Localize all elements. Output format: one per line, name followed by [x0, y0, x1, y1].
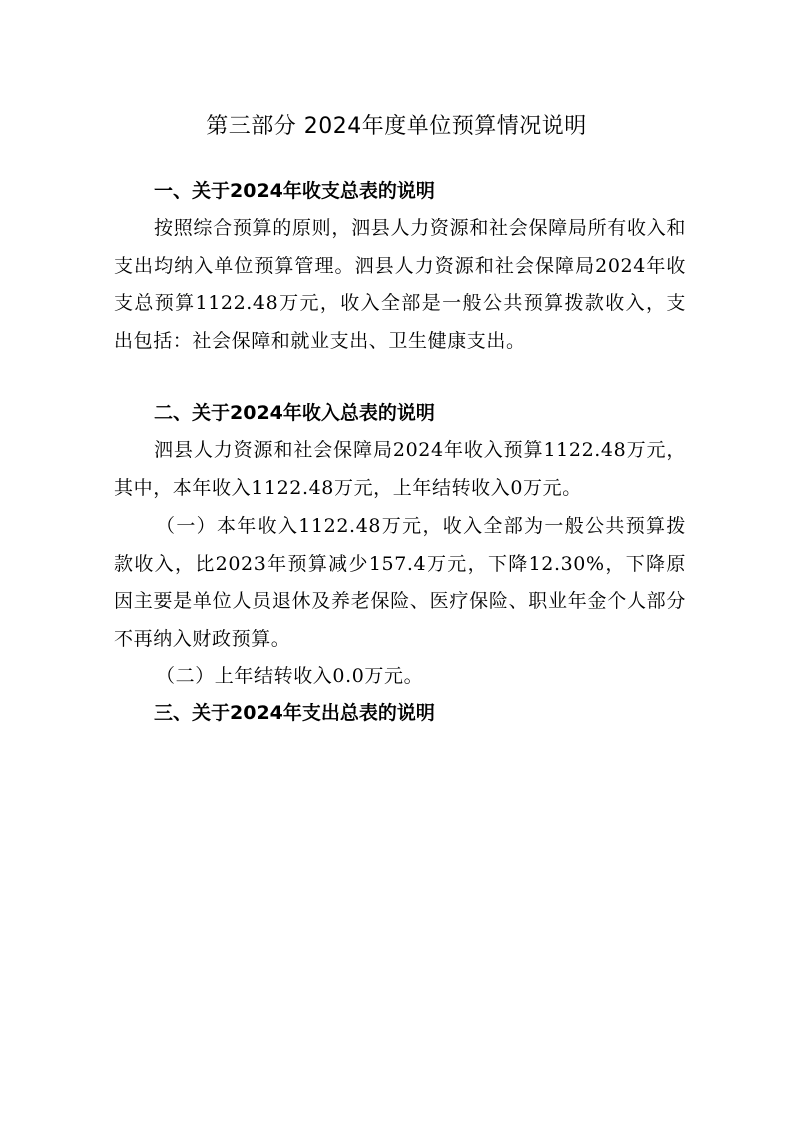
section-heading-3: 三、关于2024年支出总表的说明	[154, 702, 435, 724]
section-2-paragraph-2: （一）本年收入1122.48万元，收入全部为一般公共预算拨款收入，比2023年预算减少157.4万元，下降12.30%，下降原因主要是单位人员退休及养老保险、医疗保险、职业年金个人部分不再纳入财政预算。	[114, 515, 686, 650]
section-heading-2: 二、关于2024年收入总表的说明	[154, 402, 435, 424]
section-1-paragraph-1: 按照综合预算的原则，泗县人力资源和社会保障局所有收入和支出均纳入单位预算管理。泗县人力资源和社会保障局2024年收支总预算1122.48万元，收入全部是一般公共预算拨款收入，支出包括：社会保障和就业支出、卫生健康支出。	[114, 217, 686, 352]
page-title: 第三部分 2024年度单位预算情况说明	[206, 114, 587, 139]
section-2-paragraph-3: （二）上年结转收入0.0万元。	[156, 665, 424, 687]
section-2-paragraph-1: 泗县人力资源和社会保障局2024年收入预算1122.48万元，其中，本年收入1122.48万元，上年结转收入0万元。	[114, 439, 686, 499]
section-heading-1: 一、关于2024年收支总表的说明	[154, 180, 435, 202]
